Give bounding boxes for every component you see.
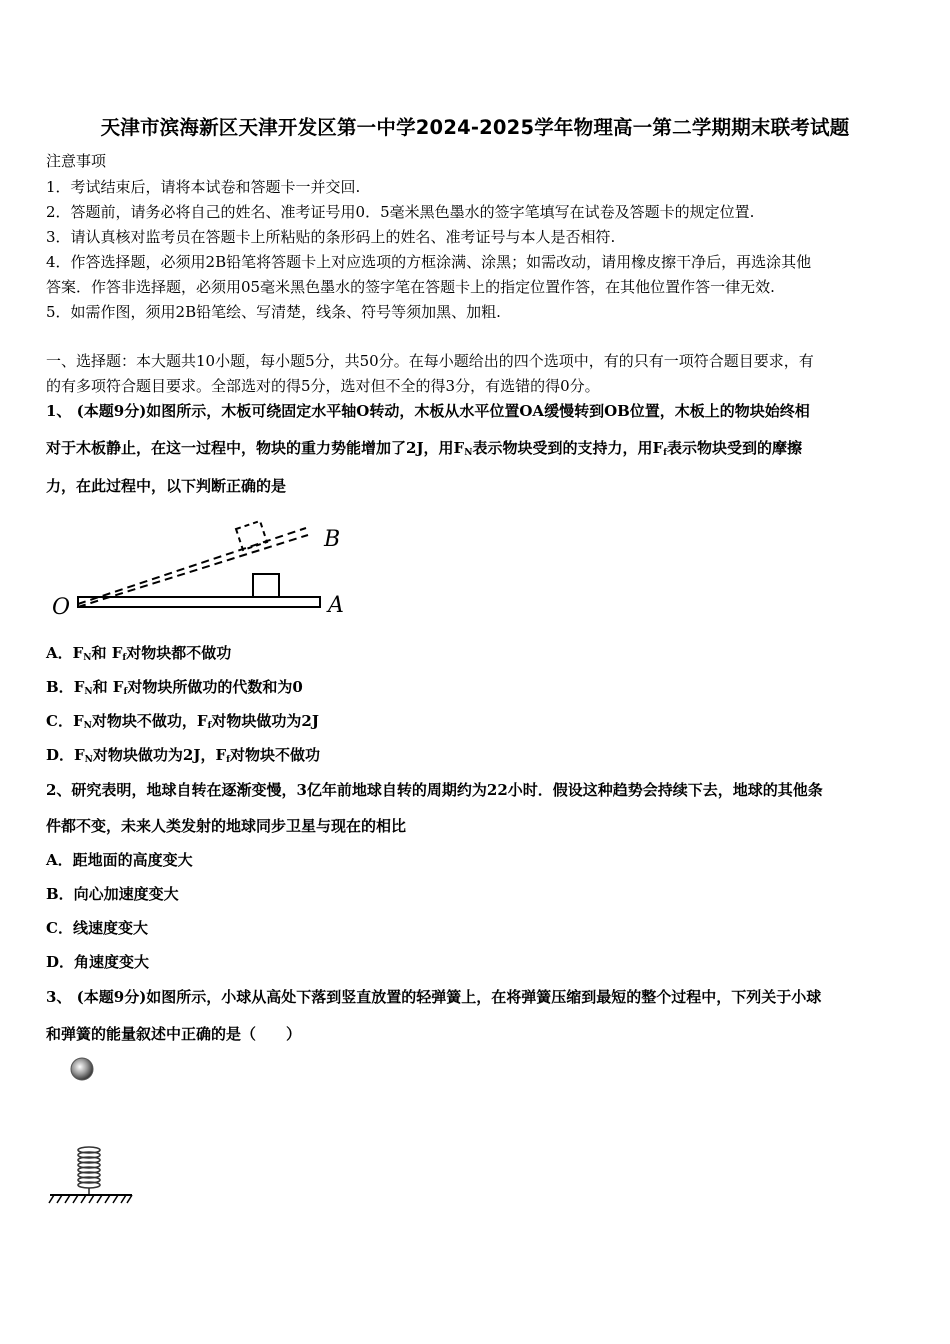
q1-option-a[interactable]: A．$F_N$和 $F_f$对物块都不做功 xyxy=(46,644,232,663)
notice-item-3: 3．请认真核对监考员在答题卡上所粘贴的条形码上的姓名、准考证号与本人是否相符. xyxy=(46,228,616,246)
notice-item-1: 1．考试结束后，请将本试卷和答题卡一并交回. xyxy=(46,178,361,196)
section1-instructions: 一、选择题：本大题共10小题，每小题5分，共50分。在每小题给出的四个选项中，有的只有一项符合题目要求，有 xyxy=(46,352,814,370)
notice-item-5: 5．如需作图，须用2B铅笔绘、写清楚，线条、符号等须加黑、加粗. xyxy=(46,303,501,321)
page-title: 天津市滨海新区天津开发区第一中学2024-2025学年物理高一第二学期期末联考试题 xyxy=(100,116,850,139)
label-a: A xyxy=(328,593,344,618)
notice-item-4-cont: 答案．作答非选择题，必须用05毫米黑色墨水的签字笔在答题卡上的指定位置作答，在其他位置作答一律无效. xyxy=(46,278,775,296)
spring xyxy=(78,1147,100,1195)
board-figure xyxy=(48,516,358,620)
q1-stem-part2: 表示物块受到的支持力，用 xyxy=(472,439,653,457)
q1-option-d[interactable]: D．$F_N$对物块做功为2J，$F_f$对物块不做功 xyxy=(46,746,320,765)
spring-figure xyxy=(44,1052,144,1212)
q2-option-d[interactable]: D．角速度变大 xyxy=(46,953,150,971)
label-b: B xyxy=(324,527,341,552)
q2-option-c[interactable]: C．线速度变大 xyxy=(46,919,148,937)
q3-stem-line2: 和弹簧的能量叙述中正确的是（ ） xyxy=(46,1025,302,1043)
q1-stem-part1: 对于木板静止，在这一过程中，物块的重力势能增加了2J，用 xyxy=(46,439,454,457)
label-o: O xyxy=(52,595,71,620)
q1-option-c[interactable]: C．$F_N$对物块不做功，$F_f$对物块做功为2J xyxy=(46,712,319,731)
notice-heading: 注意事项 xyxy=(46,152,107,170)
q2-option-a[interactable]: A．距地面的高度变大 xyxy=(46,851,193,869)
q2-stem-line2: 件都不变，未来人类发射的地球同步卫星与现在的相比 xyxy=(46,817,407,835)
block xyxy=(253,574,279,597)
q2-stem-line1: 2、研究表明，地球自转在逐渐变慢，3亿年前地球自转的周期约为22小时．假设这种趋势会持续下去，地球的其他条 xyxy=(46,781,823,799)
q3-stem-line1: 3、 (本题9分)如图所示，小球从高处下落到竖直放置的轻弹簧上，在将弹簧压缩到最短的整个过程中，下列关于小球 xyxy=(46,988,822,1006)
section1-instructions-cont: 的有多项符合题目要求。全部选对的得5分，选对但不全的得3分，有选错的得0分。 xyxy=(46,377,600,395)
notice-item-2: 2．答题前，请务必将自己的姓名、准考证号用0．5毫米黑色墨水的签字笔填写在试卷及答题卡的规定位置. xyxy=(46,203,755,221)
ball xyxy=(71,1058,93,1080)
q2-option-b[interactable]: B．向心加速度变大 xyxy=(46,885,179,903)
q1-stem-line2: 对于木板静止，在这一过程中，物块的重力势能增加了2J，用$F_N$表示物块受到的支持力，用$F_f$表示物块受到的摩擦 xyxy=(46,439,802,458)
q1-stem-line1: 1、 (本题9分)如图所示，木板可绕固定水平轴O转动，木板从水平位置OA缓慢转到OB位置，木板上的物块始终相 xyxy=(46,402,810,420)
notice-item-4: 4．作答选择题，必须用2B铅笔将答题卡上对应选项的方框涂满、涂黑；如需改动，请用橡皮擦干净后，再选涂其他 xyxy=(46,253,812,271)
q1-stem-line3: 力，在此过程中，以下判断正确的是 xyxy=(46,477,287,495)
board xyxy=(78,597,320,607)
q1-stem-part3: 表示物块受到的摩擦 xyxy=(666,439,802,457)
q1-option-b[interactable]: B．$F_N$和 $F_f$对物块所做功的代数和为0 xyxy=(46,678,303,697)
ground xyxy=(49,1195,132,1203)
